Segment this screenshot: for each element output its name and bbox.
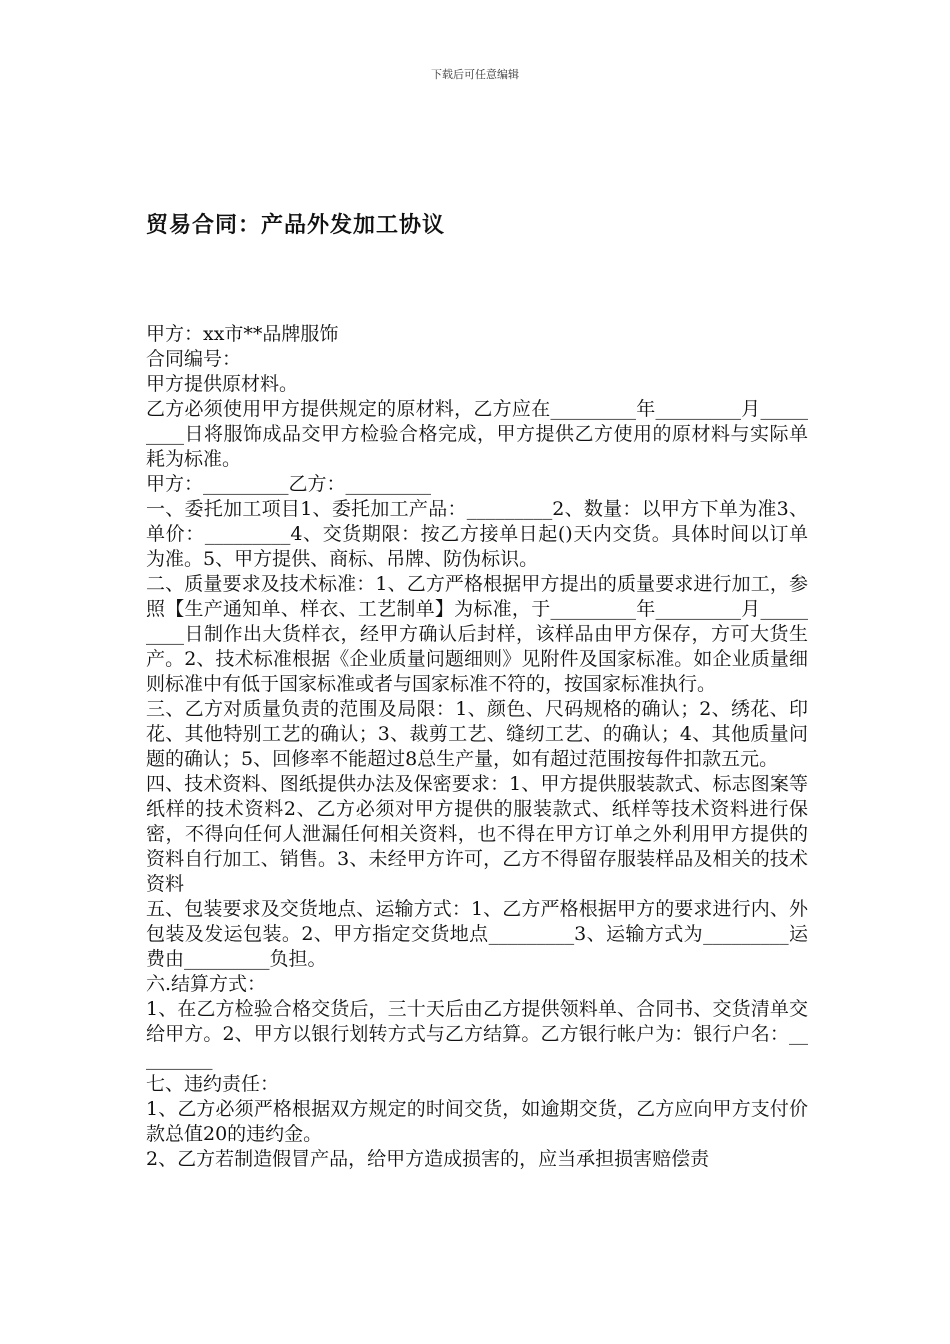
- section-6-heading: 六.结算方式：: [146, 973, 267, 995]
- document-body: [146, 322, 808, 1172]
- section-3-responsibility: 三、乙方对质量负责的范围及局限：1、颜色、尺码规格的确认；2、绣花、印花、其他特别工艺的确认；3、裁剪工艺、缝纫工艺、的确认；4、其他质量问题的确认；5、回修率不能超过8总生产量，如有超过范围按每件扣款五元。: [146, 698, 808, 770]
- section-7-heading: 七、违约责任：: [146, 1073, 280, 1095]
- section-4-confidentiality: 四、技术资料、图纸提供办法及保密要求：1、甲方提供服装款式、标志图案等纸样的技术资料2、乙方必须对甲方提供的服装款式、纸样等技术资料进行保密，不得向任何人泄漏任何相关资料，也不得在甲方订单之外利用甲方提供的资料自行加工、销售。3、未经甲方许可，乙方不得留存服装样品及相关的技术资料: [146, 773, 808, 895]
- section-7-item-2: 2、乙方若制造假冒产品，给甲方造成损害的，应当承担损害赔偿责: [146, 1148, 710, 1170]
- contract-number-line: 合同编号：: [146, 348, 242, 370]
- materials-clause: 乙方必须使用甲方提供规定的原材料，乙方应在_________年_________月_________日将服饰成品交甲方检验合格完成，甲方提供乙方使用的原材料与实际单耗为标准。: [146, 398, 808, 470]
- section-6-settlement: 1、在乙方检验合格交货后，三十天后由乙方提供领料单、合同书、交货清单交给甲方。2、甲方以银行划转方式与乙方结算。乙方银行帐户为：银行户名：_________: [146, 998, 808, 1070]
- document-title: 贸易合同：产品外发加工协议: [146, 212, 446, 238]
- section-2-quality: 二、质量要求及技术标准：1、乙方严格根据甲方提出的质量要求进行加工，参照【生产通知单、样衣、工艺制单】为标准，于_________年_________月_________日制作出大货样衣，经甲方确认后封样，该样品由甲方保存，方可大货生产。2、技术标准根据《企业质量问题细则》见附件及国家标准。如企业质量细则标准中有低于国家标准或者与国家标准不符的，按国家标准执行。: [146, 573, 808, 695]
- parties-signature-line: 甲方：_________乙方：_________: [146, 473, 432, 495]
- party-a-line: 甲方：xx市**品牌服饰: [146, 323, 339, 345]
- section-7-item-1: 1、乙方必须严格根据双方规定的时间交货，如逾期交货，乙方应向甲方支付价款总值20的违约金。: [146, 1098, 808, 1145]
- section-1-commission: 一、委托加工项目1、委托加工产品：_________2、数量：以甲方下单为准3、单价：_________4、交货期限：按乙方接单日起()天内交货。具体时间以订单为准。5、甲方提供、商标、吊牌、防伪标识。: [146, 498, 808, 570]
- section-5-packaging: 五、包装要求及交货地点、运输方式：1、乙方严格根据甲方的要求进行内、外包装及发运包装。2、甲方指定交货地点_________3、运输方式为_________运费由_________负担。: [146, 898, 808, 970]
- page-header-note: 下载后可任意编辑: [431, 68, 519, 81]
- materials-line: 甲方提供原材料。: [146, 373, 299, 395]
